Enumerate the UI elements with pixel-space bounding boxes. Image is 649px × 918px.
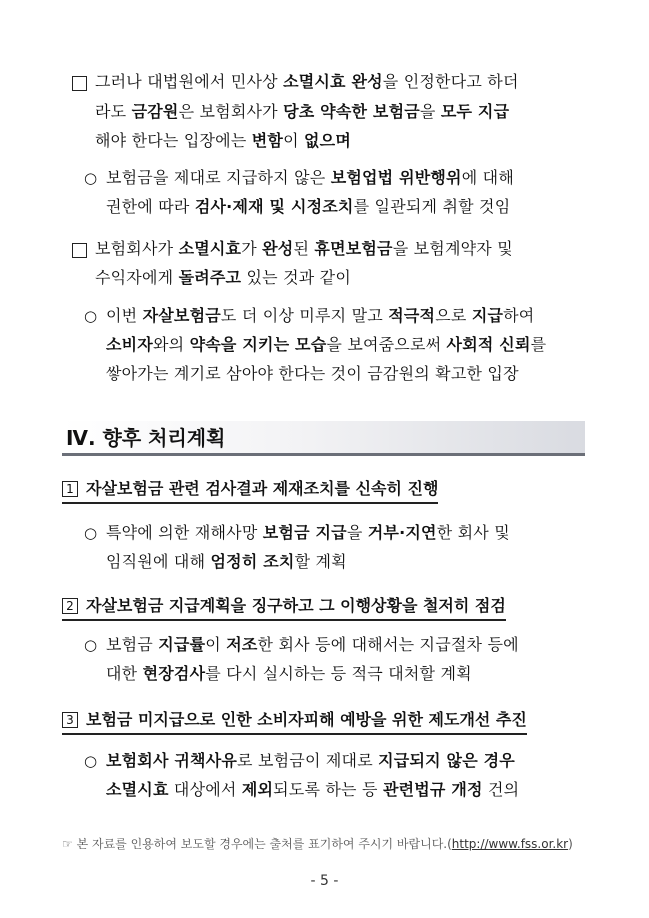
subheading-3 [62,710,527,735]
body-text: 한 회사 및 [436,523,510,542]
body-text: 라도 [95,102,132,121]
section-title: Ⅳ. 향후 처리계획 [66,426,226,450]
circle-bullet-icon: ○ [84,307,98,325]
para-line [106,780,519,800]
emphasis-text: 관련법규 개정 [382,780,483,799]
page-number: - 5 - [310,873,339,889]
square-bullet-icon [72,76,87,91]
para-line [106,664,472,684]
emphasis-text: 지급 [471,306,504,325]
emphasis-text: 사회적 신뢰 [446,335,531,354]
para-line [106,168,514,188]
subheading-1 [62,479,438,504]
emphasis-text: 자살보험금 [142,306,221,325]
body-text: 에 대해 [461,168,514,187]
emphasis-text: 약속을 지키는 모습 [189,335,327,354]
body-text: 을 인정한다고 하더 [382,72,519,91]
body-text: 보험금을 제대로 지급하지 않은 [106,168,331,187]
emphasis-text: 거부·지연 [367,523,437,542]
para-line [106,552,347,572]
body-text: 을 보여줌으로써 [326,335,447,354]
body-text: 보험금 [106,635,159,654]
emphasis-text: 돌려주고 [178,268,242,287]
body-text: 대상에서 [168,780,242,799]
body-text: 을 보험계약자 및 [392,239,513,258]
body-text: 도 더 이상 미루지 말고 [220,306,389,325]
para-line [95,131,351,151]
body-text: 되도록 하는 등 [273,780,383,799]
para-line [95,268,351,288]
body-text: 수익자에게 [95,268,179,287]
body-text: 로 보험금이 제대로 [237,751,379,770]
body-text: 임직원에 대해 [106,552,211,571]
number-box: 3 [62,712,78,728]
para-line [106,364,519,384]
body-text: 으로 [435,306,472,325]
body-text: 이번 [106,306,143,325]
emphasis-text: 없으며 [304,131,351,150]
emphasis-text: 소멸시효 [106,780,169,799]
circle-bullet-icon: ○ [84,636,98,654]
pointing-hand-icon: ☞ [62,837,73,851]
body-text: 을 [419,102,441,121]
emphasis-text: 저조 [226,635,258,654]
emphasis-text: 완성 [262,239,294,258]
body-text: 대한 [106,664,143,683]
emphasis-text: 지급률 [158,635,206,654]
circle-bullet-icon: ○ [84,169,98,187]
body-text: 보험회사가 [95,239,179,258]
emphasis-text: 보험금 지급 [262,523,347,542]
emphasis-text: 모두 지급 [440,102,510,121]
emphasis-text: 휴면보험금 [314,239,393,258]
footnote-text: 본 자료를 인용하여 보도할 경우에는 출처를 표기하여 주시기 바랍니다.( [76,837,452,851]
body-text: 를 [530,335,547,354]
circle-bullet-icon: ○ [84,752,98,770]
para-line [106,635,519,655]
para-line [106,335,546,355]
body-text: 와의 [152,335,190,354]
emphasis-text: 소멸시효 [178,239,242,258]
body-text: 있는 것과 같이 [241,268,351,287]
emphasis-text: 소멸시효 완성 [283,72,383,91]
para-line [95,72,519,92]
body-text: 를 일관되게 취할 것임 [353,197,511,216]
subheading-text: 보험금 미지급으로 인한 소비자피해 예방을 위한 제도개선 추진 [86,710,527,729]
para-line [95,102,509,122]
para-line [106,751,515,771]
body-text: 을 [346,523,368,542]
emphasis-text: 제외 [241,780,274,799]
body-text: 해야 한다는 입장에는 [95,131,252,150]
body-text: 하여 [503,306,535,325]
body-text: 쌓아가는 계기로 삼아야 한다는 것이 금감원의 확고한 입장 [106,364,519,383]
square-bullet-icon [72,243,87,258]
subheading-text: 자살보험금 지급계획을 징구하고 그 이행상황을 철저히 점검 [86,596,506,615]
emphasis-text: 검사·제재 및 시정조치 [194,197,354,216]
emphasis-text: 당초 약속한 보험금 [283,102,420,121]
body-text: 특약에 의한 재해사망 [106,523,263,542]
emphasis-text: 금감원 [131,102,179,121]
body-text: 이 [283,131,305,150]
number-box: 1 [62,481,78,497]
emphasis-text: 적극적 [388,306,436,325]
body-text: 그러나 대법원에서 민사상 [95,72,284,91]
emphasis-text: 보험회사 귀책사유 [106,751,238,770]
emphasis-text: 변함 [251,131,284,150]
subheading-2 [62,596,506,621]
body-text: 한 회사 등에 대해서는 지급절차 등에 [257,635,519,654]
body-text: 건의 [482,780,520,799]
emphasis-text: 지급되지 않은 경우 [378,751,515,770]
circle-bullet-icon: ○ [84,524,98,542]
body-text: 권한에 따라 [106,197,195,216]
para-line [95,239,513,259]
body-text: 가 [241,239,263,258]
body-text: 이 [205,635,227,654]
emphasis-text: 소비자 [106,335,153,354]
emphasis-text: 엄정히 조치 [210,552,295,571]
emphasis-text: 현장검사 [142,664,206,683]
footnote [62,836,573,852]
emphasis-text: 보험업법 위반행위 [330,168,462,187]
subheading-text: 자살보험금 관련 검사결과 제재조치를 신속히 진행 [86,479,439,498]
para-line [106,197,510,217]
body-text: 된 [293,239,315,258]
body-text: 를 다시 실시하는 등 적극 대처할 계획 [205,664,472,683]
footnote-close: ) [568,837,573,851]
para-line [106,306,534,326]
para-line [106,523,510,543]
body-text: 은 보험회사가 [178,102,284,121]
number-box: 2 [62,598,78,614]
body-text: 할 계획 [294,552,347,571]
source-link[interactable]: http://www.fss.or.kr [451,837,569,851]
